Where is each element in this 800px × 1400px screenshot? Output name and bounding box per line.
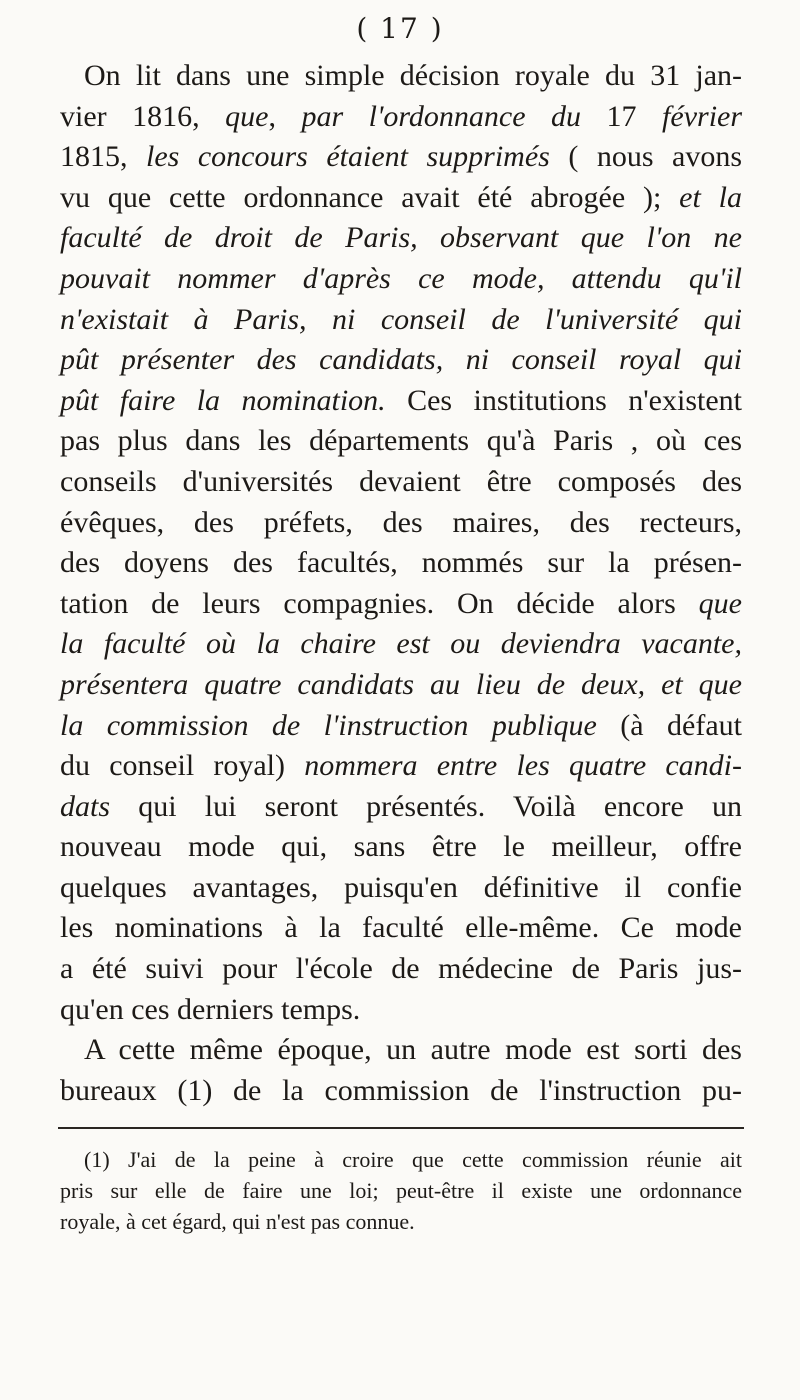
text-line: nouveau mode qui, sans être le meilleur, offre: [60, 830, 742, 864]
text-line: du conseil royal) nommera entre les quatre candi-: [60, 749, 743, 783]
text-line: la faculté où la chaire est ou deviendra vacante,: [60, 627, 742, 661]
text-line: pût faire la nomination. Ces institutions n'existent: [60, 383, 742, 417]
footnote: [60, 1144, 742, 1237]
text-line: qu'en ces derniers temps.: [60, 992, 361, 1026]
text-line: des doyens des facultés, nommés sur la présen-: [60, 546, 742, 580]
text-line: la commission de l'instruction publique (à défaut: [60, 708, 742, 742]
text-line: vier 1816, que, par l'ordonnance du 17 février: [60, 99, 743, 133]
text-line: bureaux (1) de la commission de l'instruction pu-: [60, 1073, 742, 1107]
text-line: vu que cette ordonnance avait été abrogée ); et la: [60, 180, 742, 214]
text-line: pût présenter des candidats, ni conseil royal qui: [60, 343, 742, 377]
footnote-line: royale, à cet égard, qui n'est pas connue.: [60, 1209, 415, 1234]
text-line: pas plus dans les départements qu'à Paris , où ces: [60, 424, 742, 458]
body-text: [60, 56, 742, 1111]
text-line: faculté de droit de Paris, observant que l'on ne: [60, 221, 742, 255]
text-line: conseils d'universités devaient être composés des: [60, 464, 742, 498]
text-line: évêques, des préfets, des maires, des recteurs,: [60, 505, 742, 539]
text-line: a été suivi pour l'école de médecine de Paris jus-: [60, 952, 742, 986]
page-number: ( 17 ): [356, 12, 444, 45]
text-line: les nominations à la faculté elle-même. Ce mode: [60, 911, 742, 945]
text-line: quelques avantages, puisqu'en définitive il confie: [60, 870, 742, 904]
text-line: tation de leurs compagnies. On décide alors que: [60, 586, 742, 620]
footnote-line: (1) J'ai de la peine à croire que cette commission réunie ait: [84, 1147, 742, 1172]
text-line: 1815, les concours étaient supprimés ( nous avons: [60, 140, 743, 174]
text-line: On lit dans une simple décision royale du 31 jan-: [84, 59, 742, 92]
text-line: dats qui lui seront présentés. Voilà encore un: [60, 789, 742, 823]
footnote-separator: [58, 1127, 744, 1129]
text-line: pouvait nommer d'après ce mode, attendu qu'il: [60, 261, 742, 295]
text-line: A cette même époque, un autre mode est sorti des: [84, 1033, 742, 1067]
text-line: n'existait à Paris, ni conseil de l'université qui: [60, 302, 742, 336]
footnote-line: pris sur elle de faire une loi; peut-être il existe une ordonnance: [60, 1178, 742, 1203]
text-line: présentera quatre candidats au lieu de deux, et que: [60, 667, 742, 701]
